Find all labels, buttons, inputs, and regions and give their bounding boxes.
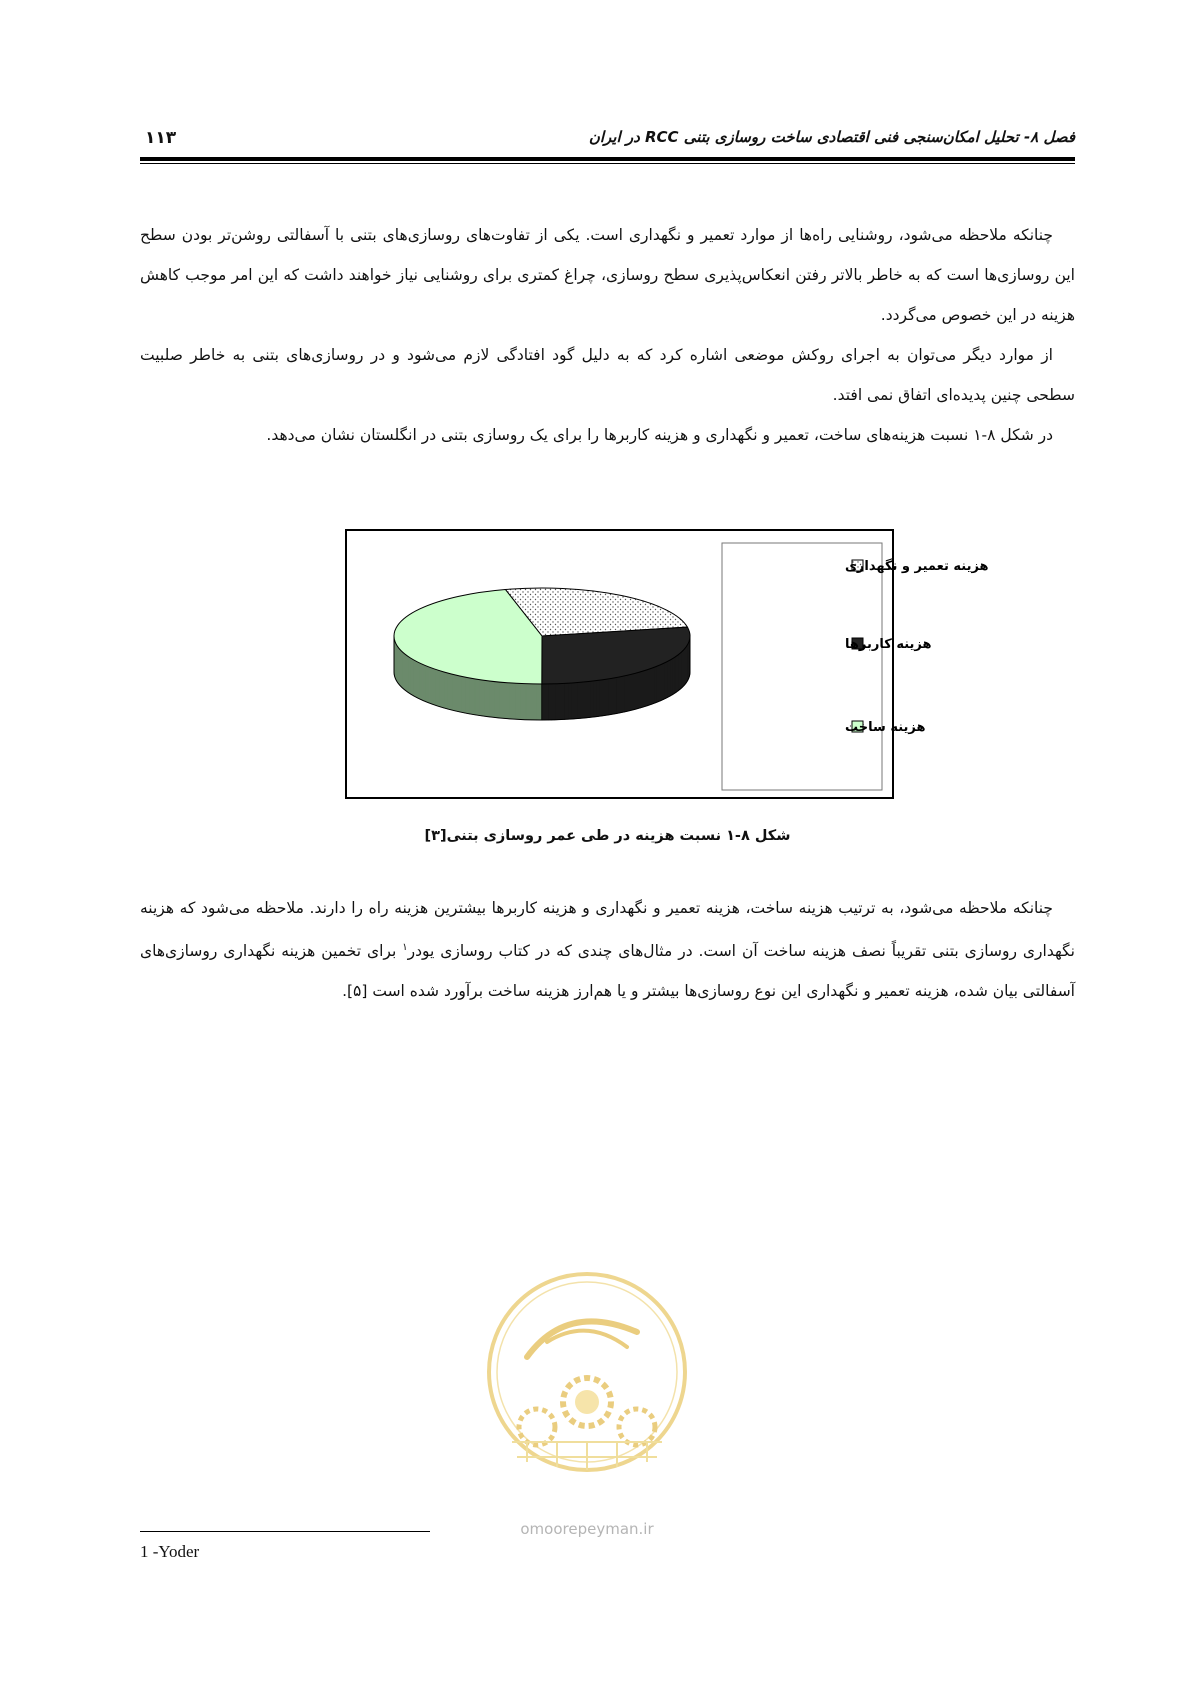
figure-caption: شکل ۸-۱ نسبت هزینه در طی عمر روسازی بتنی[۳] xyxy=(424,828,791,844)
paragraph-figure-ref: در شکل ۸-۱ نسبت هزینه‌های ساخت، تعمیر و نگهداری و هزینه کاربرها را برای یک روسازی بتنی در انگلستان نشان می‌دهد. xyxy=(266,426,1053,444)
pie-side-users xyxy=(552,684,555,720)
pie-side-construction xyxy=(414,660,417,697)
pie-side-users xyxy=(599,680,602,716)
footnote-rule xyxy=(140,1531,430,1532)
pie-side-users xyxy=(654,667,656,704)
pie-side-construction xyxy=(480,680,485,717)
paragraph-cost-order-text: چنانکه ملاحظه می‌شود، به ترتیب هزینه ساخت، هزینه تعمیر و نگهداری و هزینه کاربرها بیشترین هزینه راه را دارند. ملاحظه می‌شود که هزینه نگهداری روسازی بتنی تقریباً نصف هزینه ساخت آن است. در مثال‌های چندی که در کتاب روسازی یودر xyxy=(140,899,1075,961)
pie-chart xyxy=(347,531,989,797)
paragraph-cost-order xyxy=(140,888,1075,1011)
pie-side-users xyxy=(605,679,608,715)
pie-side-construction xyxy=(426,666,429,703)
pie-side-users xyxy=(656,666,658,703)
pie-side-users xyxy=(580,682,583,718)
body-text-top xyxy=(140,215,1075,455)
header-rule-thin xyxy=(140,163,1075,164)
pie-side-construction xyxy=(526,684,531,720)
body-text-bottom xyxy=(140,888,1075,1011)
paragraph-cost-order-rest: برای تخمین هزینه نگهداری روسازی‌های آسفالتی بیان شده، هزینه تعمیر و نگهداری این نوع روسازی‌ها بیشتر و یا هم‌ارز هزینه ساخت برآورد شده است [۵]. xyxy=(140,942,1075,1001)
pie-side-construction xyxy=(419,663,422,700)
legend-item-construction xyxy=(845,720,926,735)
pie-side-construction xyxy=(416,661,419,698)
pie-side-construction xyxy=(531,684,536,720)
pie-side-users xyxy=(638,672,640,709)
pie-side-users xyxy=(649,668,651,705)
page-header xyxy=(140,128,1075,152)
watermark-seal xyxy=(487,1262,687,1562)
pie-side-users xyxy=(571,683,574,719)
pie-side-construction xyxy=(510,683,515,719)
pie-side-users xyxy=(608,679,611,715)
pie-side-users xyxy=(622,676,625,713)
pie-side-users xyxy=(564,683,567,719)
pie-side-users xyxy=(568,683,571,719)
pie-side-users xyxy=(574,683,577,719)
pie-side-users xyxy=(616,677,619,714)
pie-side-users xyxy=(590,681,593,717)
pie-side-construction xyxy=(465,677,470,714)
pie-side-construction xyxy=(433,668,437,705)
legend-item-maintenance xyxy=(845,558,989,574)
pie-side-construction xyxy=(536,684,541,720)
pie-side-construction xyxy=(470,678,475,715)
pie-side-users xyxy=(633,673,636,710)
pie-side-users xyxy=(558,684,561,720)
paragraph-overlay: از موارد دیگر می‌توان به اجرای روکش موضعی اشاره کرد که به دلیل گود افتادگی لازم می‌شود و در روسازی‌های بتنی به خاطر صلبیت سطحی چنین پدیده‌ای اتفاق نمی افتد. xyxy=(140,346,1075,404)
legend-label-construction: هزینه ساخت xyxy=(845,720,926,735)
pie-side-users xyxy=(627,675,630,712)
pie-side-users xyxy=(545,684,548,720)
page-number: ۱۱۳ xyxy=(145,128,177,148)
pie-side-construction xyxy=(495,681,500,718)
pie-side-users xyxy=(630,674,633,711)
pie-side-users xyxy=(548,684,551,720)
pie-side-users xyxy=(596,680,599,716)
pie-side-users xyxy=(647,669,649,706)
pie-side-construction xyxy=(440,671,444,708)
pie-side-users xyxy=(619,676,622,713)
pie-side-users xyxy=(645,670,647,707)
pie-side-users xyxy=(611,678,614,715)
pie-side-construction xyxy=(500,682,505,718)
pie-side-construction xyxy=(457,675,461,712)
legend-label-users: هزینه کاربرها xyxy=(845,637,932,652)
pie-side-users xyxy=(593,681,596,717)
chapter-title: فصل ۸- تحلیل امکان‌سنجی فنی اقتصادی ساخت روسازی بتنی RCC در ایران xyxy=(588,128,1075,146)
pie-side-construction xyxy=(409,657,411,695)
pie-side-construction xyxy=(444,672,448,709)
legend-item-users xyxy=(845,637,932,652)
legend-label-maintenance: هزینه تعمیر و نگهداری xyxy=(845,559,989,574)
legend-box xyxy=(722,543,882,790)
header-rule-thick xyxy=(140,157,1075,161)
pie-side-construction xyxy=(461,676,466,713)
pie-side-construction xyxy=(436,670,440,707)
pie-side-construction xyxy=(448,673,452,710)
pie-side-users xyxy=(561,683,564,719)
pie-side-construction xyxy=(404,654,406,692)
pie-side-construction xyxy=(452,674,456,711)
footnote-ref: ۱ xyxy=(402,942,408,953)
watermark-site: omoorepeyman.ir xyxy=(520,1520,654,1538)
pie-side-construction xyxy=(490,681,495,718)
pie-side-users xyxy=(584,682,587,718)
pie-side-construction xyxy=(411,658,414,696)
footnote: 1 -Yoder xyxy=(140,1542,200,1561)
pie-side-users xyxy=(555,684,558,720)
pie-side-construction xyxy=(406,655,408,693)
pie-side-construction xyxy=(520,683,525,719)
pie-side-users xyxy=(625,675,628,712)
pie-side-construction xyxy=(485,680,490,717)
pie-side-users xyxy=(652,667,654,704)
pie-side-users xyxy=(635,673,638,710)
pie-side-construction xyxy=(515,683,520,719)
pie-side-construction xyxy=(505,682,510,718)
pie-side-users xyxy=(642,671,644,708)
pie-side-users xyxy=(587,681,590,717)
pie-chart-figure xyxy=(345,529,989,799)
pie-side-users xyxy=(602,679,605,715)
pie-side-users xyxy=(577,682,580,718)
pie-side-users xyxy=(640,671,642,708)
paragraph-lighting: چنانکه ملاحظه می‌شود، روشنایی راه‌ها از موارد تعمیر و نگهداری است. یکی از تفاوت‌های روسازی‌های بتنی با آسفالتی روشن‌تر بودن سطح این روسازی‌ها است که به خاطر بالاتر رفتن انعکاس‌پذیری سطح روسازی، چراغ کمتری برای روشنایی نیاز خواهند داشت که این امر موجب کاهش هزینه در این خصوص می‌گردد. xyxy=(140,226,1075,324)
pie-side-users xyxy=(614,678,617,715)
pie-side-construction xyxy=(429,667,433,704)
pie-side-construction xyxy=(422,664,425,701)
pie-side-construction xyxy=(475,679,480,716)
